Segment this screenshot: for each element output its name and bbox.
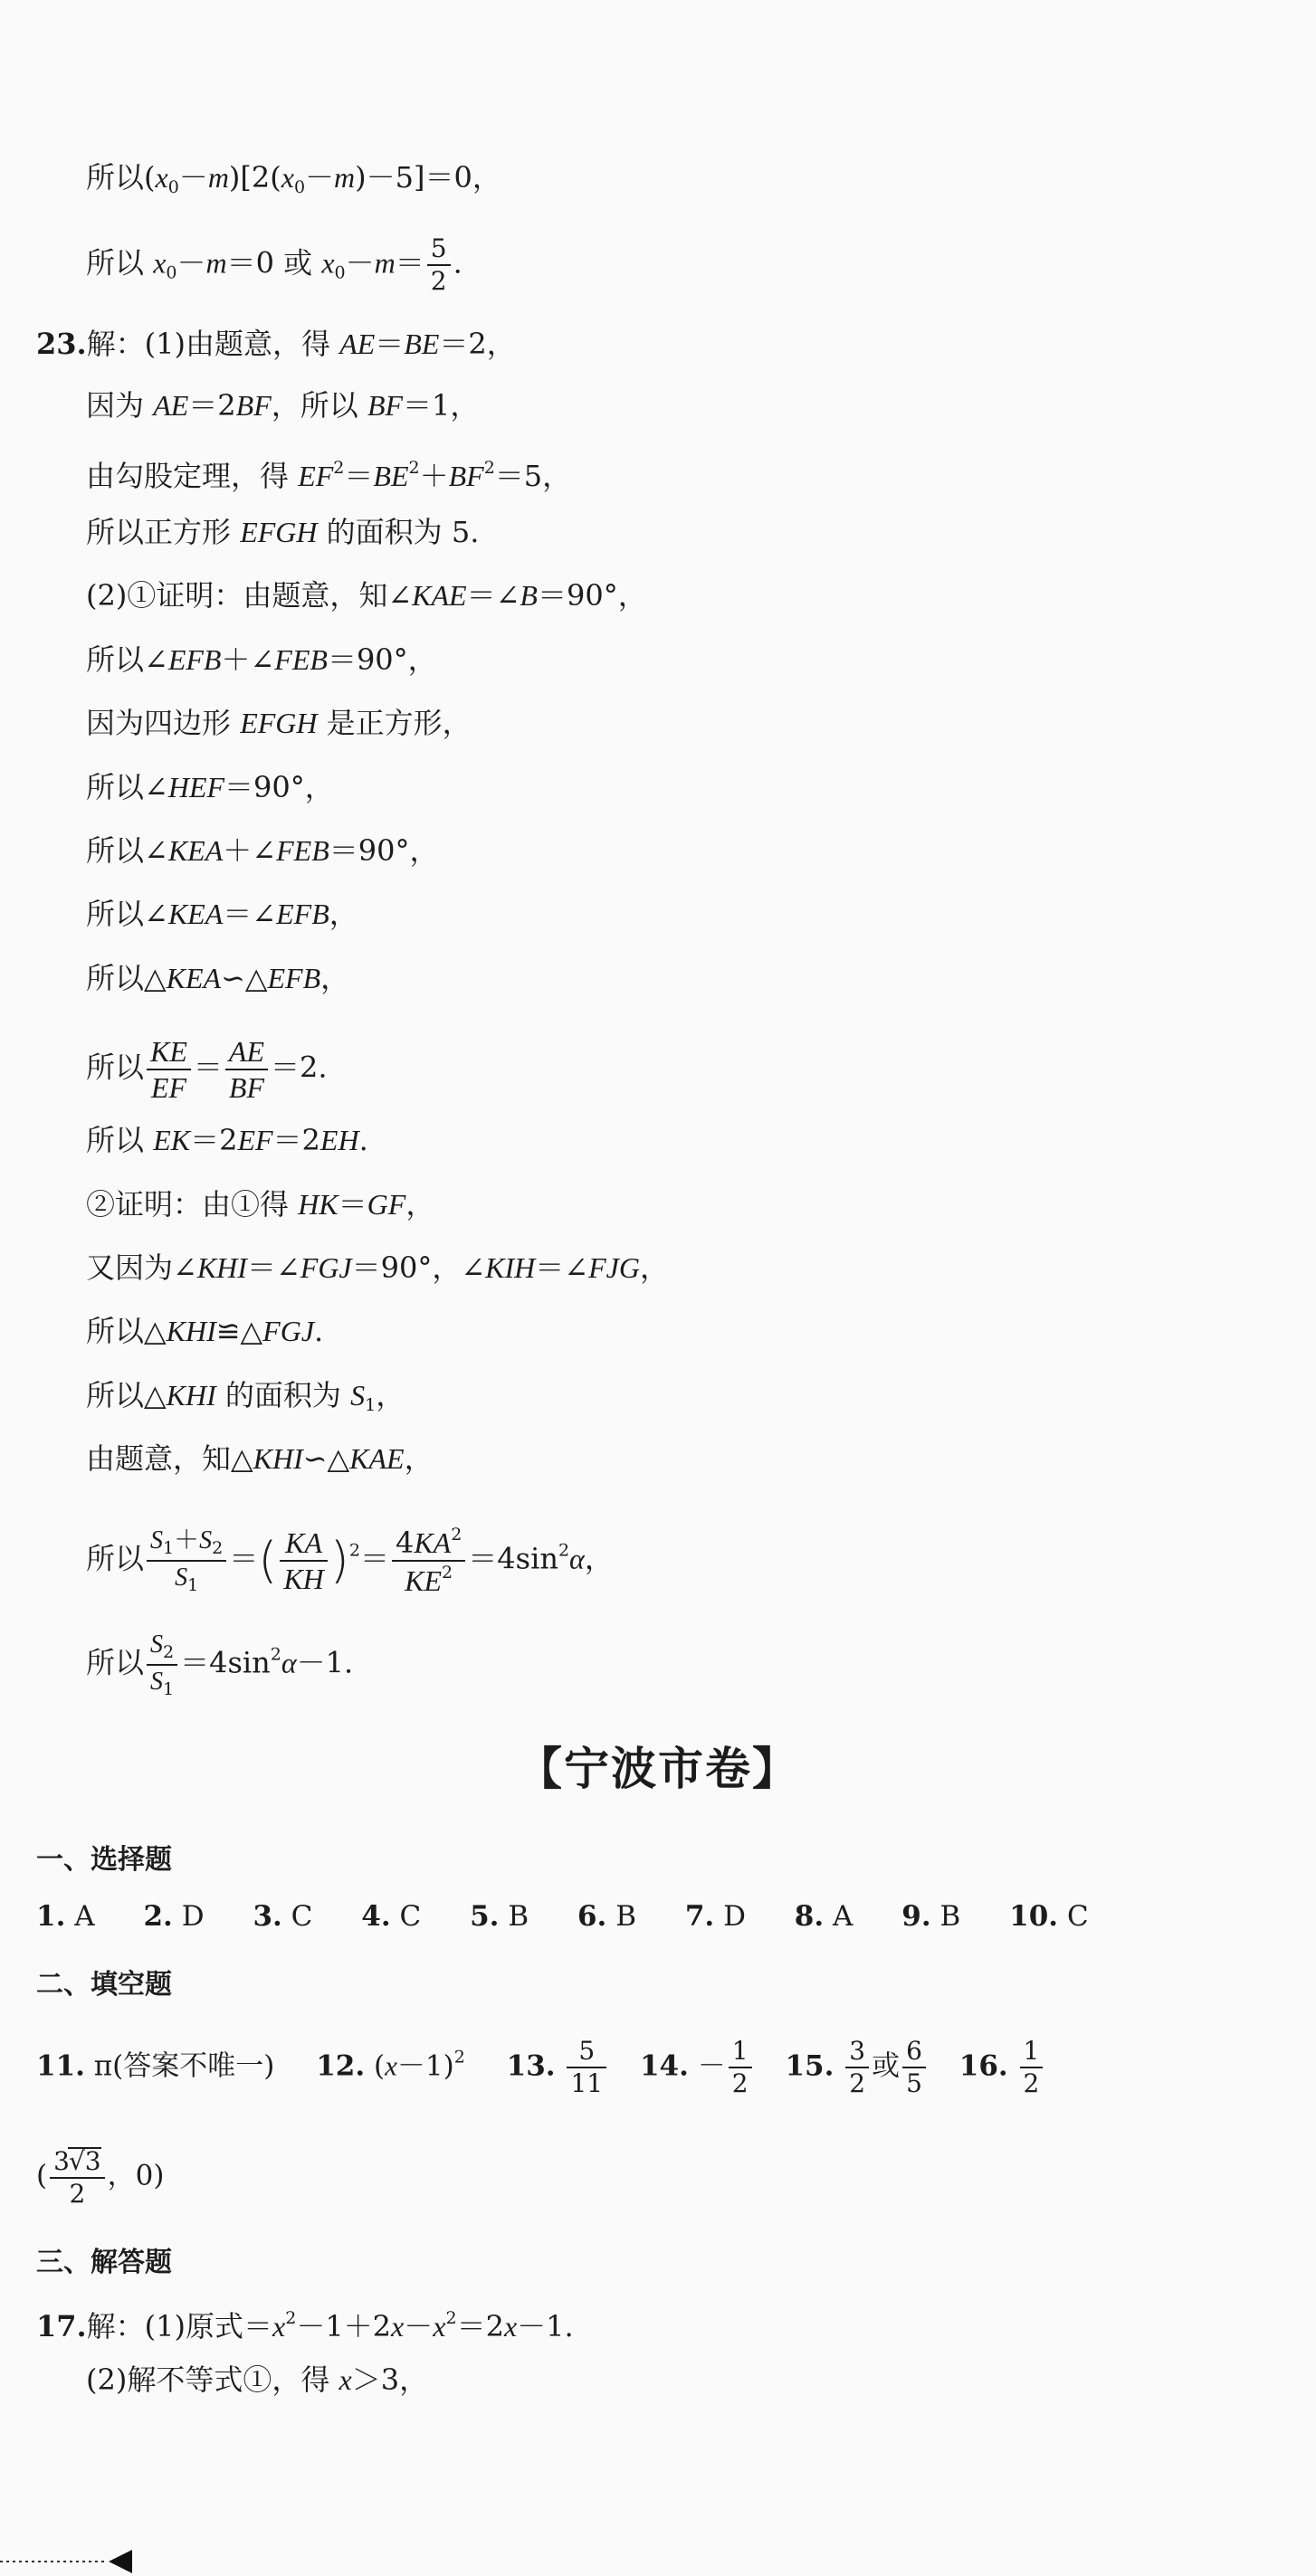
solution-line: ②证明：由①得 HK＝GF， [86, 1187, 435, 1221]
answer-item: 5. B [470, 1900, 529, 1933]
question-number: 17. [36, 2309, 87, 2343]
solution-line: 因为四边形 EFGH 是正方形， [86, 706, 472, 740]
answer-item: 2. D [143, 1900, 205, 1933]
question-23-line: 23.解：(1)由题意，得 AE＝BE＝2， [36, 327, 516, 361]
arrow-left-icon [109, 2550, 132, 2573]
question-number: 23. [36, 327, 87, 361]
page-footer-arrow [0, 2548, 145, 2575]
solution-line: 所以$(x_0-m)[2(x_0-m)-5]=0$， [86, 160, 501, 197]
solution-line: 所以∠KEA＝∠EFB， [86, 897, 358, 931]
answer-item: 3. C [253, 1900, 313, 1933]
solution-line: 所以 EK＝2EF＝2EH. [86, 1123, 368, 1157]
heading-fill: 二、填空题 [36, 1969, 172, 2001]
solution-line: 所以 $\frac{KE}{EF}$ ＝ $\frac{AE}{BF}$ ＝2. [86, 1035, 328, 1104]
heading-solve: 三、解答题 [36, 2247, 172, 2278]
answer-item: 4. C [361, 1900, 422, 1933]
solution-line: 由题意，知△KHI∽△KAE， [86, 1441, 434, 1476]
solution-line: 所以∠KEA＋∠FEB＝90°， [86, 833, 439, 868]
solution-line: 所以 $\frac{S_1+S_2}{S_1}$ ＝( $\frac{KA}{KH}$ )$^2$＝ $\frac{4KA^2}{KE^2}$ $=4\sin^2\alpha$， [86, 1525, 614, 1597]
answer-item: 7. D [684, 1900, 746, 1933]
answer-item: 1. A [36, 1900, 95, 1933]
answer-item: 8. A [794, 1900, 853, 1933]
solution-line: 因为 AE＝2BF，所以 BF＝1， [86, 388, 480, 423]
heading-choice: 一、选择题 [36, 1844, 172, 1876]
answer-item: 9. B [901, 1900, 961, 1933]
answer-item: 10. C [1009, 1900, 1089, 1933]
solution-line: (2)解不等式①，得 x＞3， [86, 2362, 429, 2397]
solution-line: 所以 $\frac{S_2}{S_1}$ $=4\sin^2\alpha-1$. [86, 1630, 354, 1699]
solution-line: 所以正方形 EFGH 的面积为 5. [86, 515, 480, 549]
solution-line: 所以∠EFB＋∠FEB＝90°， [86, 642, 437, 677]
solution-line: 所以∠HEF＝90°， [86, 770, 334, 804]
solution-line: (2)①证明：由题意，知∠KAE＝∠B＝90°， [86, 578, 647, 613]
solution-line: 所以△KHI 的面积为 $S_1$， [86, 1378, 405, 1415]
section-title: 【宁波市卷】 [517, 1743, 799, 1795]
solution-line: 所以△KEA∽△EFB， [86, 961, 350, 995]
choice-answers [36, 1900, 1129, 1933]
solution-line: 由勾股定理，得 $EF^2=BE^2+BF^2=5$， [86, 458, 572, 493]
question-17-line: 17.解：(1)原式$=x^2-1+2x-x^2=2x-1$. [36, 2308, 574, 2343]
fill-answers: 11. π(答案不唯一) 12. $(x-1)^2$ 13. $\frac{5}{11}$ 14. － $\frac{1}{2}$ 15. $\frac{3}{2}$ 或 $\frac{6}{5}$ 16. $\frac{1}{2}$ [36, 2036, 1045, 2099]
solution-line: 所以△KHI≌△FGJ. [86, 1314, 324, 1348]
answer-item: 6. B [577, 1900, 636, 1933]
solution-line: 又因为∠KHI＝∠FGJ＝90°，∠KIH＝∠FJG， [86, 1250, 669, 1285]
fill-answer-continuation: ( $\frac{3√3}{2}$ ，0) [36, 2146, 165, 2209]
solution-line: 所以 $x_0-m=0$ 或 $x_0-m=$ $\frac{5}{2}$ . [86, 233, 463, 296]
